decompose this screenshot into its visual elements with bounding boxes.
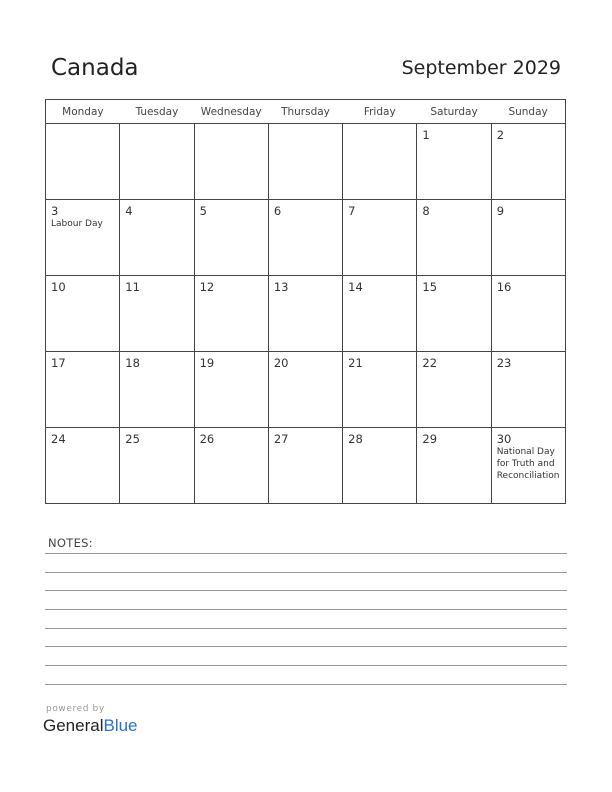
weekday-header: Saturday (417, 100, 491, 124)
calendar-day-cell (343, 428, 417, 504)
calendar-week-row (46, 428, 566, 504)
day-number: 26 (199, 432, 215, 446)
weekday-header-row (46, 100, 566, 124)
day-number: 29 (422, 432, 438, 446)
notes-label: NOTES: (48, 536, 93, 550)
calendar-day-cell (268, 200, 342, 276)
weekday-header: Wednesday (194, 100, 268, 124)
note-line (45, 553, 567, 554)
day-number: 6 (273, 204, 282, 218)
calendar-week-row (46, 200, 566, 276)
day-number: 1 (422, 128, 430, 142)
day-number: 17 (51, 356, 66, 370)
calendar-day-cell (120, 124, 194, 200)
day-number: 30 (496, 432, 512, 446)
day-number: 13 (273, 280, 289, 294)
note-line (45, 572, 567, 573)
calendar-day-cell (491, 124, 565, 200)
note-line (45, 590, 567, 591)
day-number: 8 (422, 204, 430, 218)
day-number: 24 (51, 432, 66, 446)
day-number: 18 (125, 356, 140, 370)
calendar-day-cell (46, 124, 120, 200)
country-title: Canada (51, 55, 139, 81)
calendar-day-cell (46, 428, 120, 504)
calendar-day-cell (268, 124, 342, 200)
day-number: 9 (496, 204, 505, 218)
weekday-header: Thursday (268, 100, 342, 124)
calendar-day-cell (491, 428, 565, 504)
note-line (45, 684, 567, 685)
logo-general-text: General (43, 716, 104, 735)
calendar-day-cell (268, 352, 342, 428)
day-number: 15 (422, 280, 438, 294)
calendar-day-cell (120, 352, 194, 428)
calendar-day-cell (268, 428, 342, 504)
day-number: 14 (348, 280, 363, 294)
calendar-day-cell (120, 276, 194, 352)
calendar-day-cell (491, 200, 565, 276)
calendar-day-cell (417, 428, 491, 504)
month-year-title: September 2029 (401, 57, 561, 79)
day-number: 5 (199, 204, 207, 218)
note-line (45, 665, 567, 666)
day-number: 21 (348, 356, 363, 370)
day-number: 25 (125, 432, 140, 446)
day-number: 19 (199, 356, 215, 370)
day-number: 3 (51, 204, 59, 218)
day-number: 16 (496, 280, 512, 294)
day-number: 22 (422, 356, 438, 370)
day-number: 20 (273, 356, 289, 370)
calendar-day-cell (120, 428, 194, 504)
note-line (45, 628, 567, 629)
holiday-label: National Day for Truth and Reconciliation (496, 447, 560, 481)
calendar-day-cell (120, 200, 194, 276)
day-number: 23 (496, 356, 512, 370)
calendar-day-cell (491, 352, 565, 428)
calendar-day-cell (343, 200, 417, 276)
calendar-day-cell (194, 124, 268, 200)
weekday-header: Friday (343, 100, 417, 124)
calendar-day-cell (268, 276, 342, 352)
calendar-week-row (46, 352, 566, 428)
day-number: 7 (348, 204, 356, 218)
calendar-day-cell (194, 428, 268, 504)
calendar-day-cell (46, 200, 120, 276)
day-number: 2 (496, 128, 505, 142)
note-line (45, 609, 567, 610)
calendar-week-row (46, 124, 566, 200)
calendar-day-cell (417, 200, 491, 276)
powered-by-text: powered by (46, 704, 105, 714)
calendar-day-cell (343, 352, 417, 428)
weekday-header: Sunday (491, 100, 565, 124)
day-number: 12 (199, 280, 215, 294)
generalblue-logo (43, 716, 138, 736)
day-number: 27 (273, 432, 289, 446)
day-number: 11 (125, 280, 140, 294)
logo-blue-text: Blue (103, 716, 138, 735)
day-number: 10 (51, 280, 66, 294)
weekday-header: Tuesday (120, 100, 194, 124)
calendar-day-cell (491, 276, 565, 352)
holiday-label: Labour Day (51, 219, 103, 229)
calendar-week-row (46, 276, 566, 352)
calendar-day-cell (194, 200, 268, 276)
calendar-day-cell (343, 276, 417, 352)
calendar-day-cell (343, 124, 417, 200)
weekday-header: Monday (46, 100, 120, 124)
day-number: 4 (125, 204, 133, 218)
calendar-day-cell (417, 276, 491, 352)
calendar-day-cell (417, 124, 491, 200)
calendar-grid (45, 99, 566, 504)
note-line (45, 646, 567, 647)
calendar-day-cell (46, 352, 120, 428)
calendar-day-cell (417, 352, 491, 428)
calendar-day-cell (194, 276, 268, 352)
calendar-day-cell (46, 276, 120, 352)
calendar-day-cell (194, 352, 268, 428)
day-number: 28 (348, 432, 363, 446)
